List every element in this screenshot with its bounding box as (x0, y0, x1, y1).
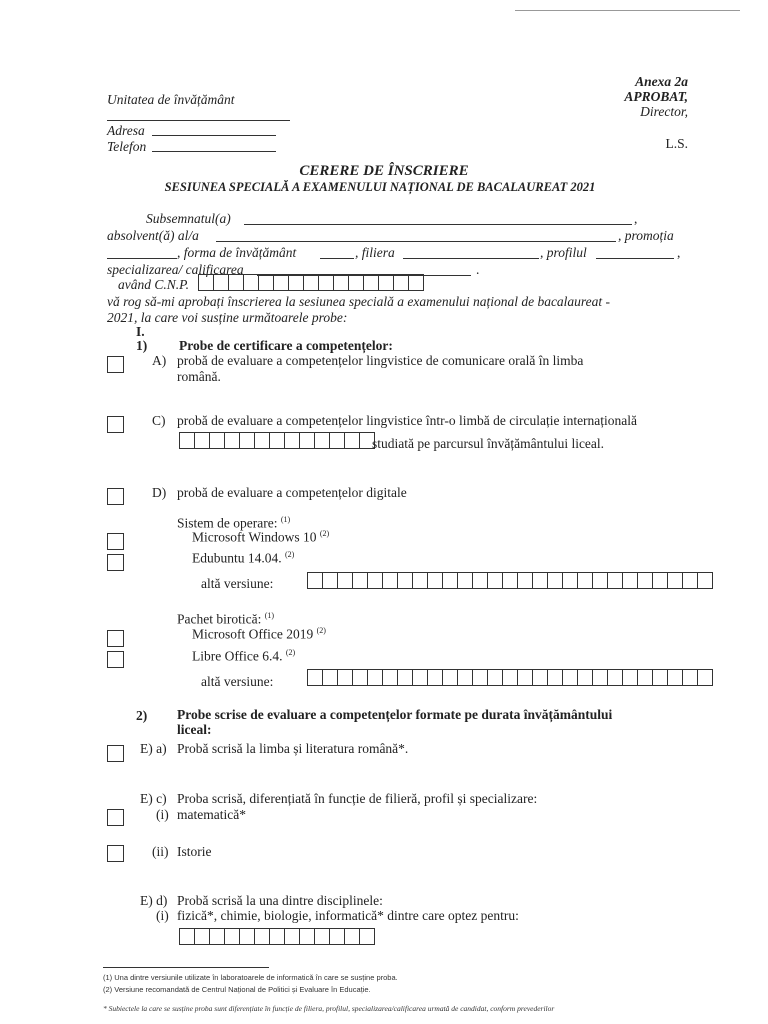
checkbox-edubuntu[interactable] (107, 554, 124, 571)
os-edubuntu: Edubuntu 14.04. $^{(2)}$ (192, 550, 295, 566)
unitatea-label: Unitatea de învățământ (107, 92, 235, 107)
filiera-label: , filiera (355, 245, 395, 260)
filiera-field[interactable] (403, 258, 539, 259)
profilul-field[interactable] (596, 258, 674, 259)
section2-heading-2: liceal: (177, 722, 212, 737)
office-other-label: altă versiune: (201, 674, 274, 689)
option-ec-ii-label: (ii) (152, 844, 169, 859)
checkbox-istorie[interactable] (107, 845, 124, 862)
checkbox-windows[interactable] (107, 533, 124, 550)
option-ea-label: E) a) (140, 741, 167, 756)
checkbox-libre-office[interactable] (107, 651, 124, 668)
adresa-line (152, 135, 276, 136)
office-other-field[interactable] (307, 669, 713, 686)
option-a-text-1: probă de evaluare a competențelor lingvistice de comunicare orală în limba (177, 353, 584, 368)
promotia-label: , promoția (618, 228, 674, 243)
footnote-1: (1) Una dintre versiunile utilizate în laboratoarele de informatică în care se susține proba. (103, 973, 398, 982)
adresa-label: Adresa (107, 123, 145, 138)
office-label: Pachet birotică: $^{(1)}$ (177, 611, 275, 627)
unitatea-line (107, 120, 290, 121)
request-text-1: vă rog să-mi aprobați înscrierea la sesiunea specială a examenului național de bacalaureat - (107, 294, 611, 309)
option-ec-label: E) c) (140, 791, 167, 806)
option-ec-i-text: matematică* (177, 807, 246, 822)
office-libre: Libre Office 6.4. $^{(2)}$ (192, 648, 296, 664)
option-ea-text: Probă scrisă la limba și literatura română*. (177, 741, 409, 756)
option-d-text: probă de evaluare a competențelor digitale (177, 485, 407, 500)
profilul-label: , profilul (540, 245, 587, 260)
section2-number: 2) (136, 708, 148, 723)
comma: , (634, 211, 638, 226)
footnote-3: * Subiectele la care se susține proba sunt diferențiate în funcție de filiera, profilul, specializarea/calificarea urmată de candidat, conform prevederilor (103, 1004, 555, 1013)
comma: , (677, 245, 681, 260)
footnote-rule (103, 967, 269, 968)
absolvent-field[interactable] (216, 241, 616, 242)
forma-field[interactable] (320, 258, 354, 259)
office-ms: Microsoft Office 2019 $^{(2)}$ (192, 626, 326, 642)
subsemnatul-field[interactable] (244, 224, 632, 225)
option-c-label: C) (152, 413, 166, 428)
option-ec-i-label: (i) (156, 807, 169, 822)
footnote-2: (2) Versiune recomandată de Centrul Național de Politici și Evaluare în Educație. (103, 985, 371, 994)
section2-heading-1: Probe scrise de evaluare a competențelor formate pe durata învățământului (177, 707, 613, 722)
os-other-label: altă versiune: (201, 576, 274, 591)
top-rule (515, 10, 740, 11)
checkbox-matematica[interactable] (107, 809, 124, 826)
option-d-label: D) (152, 485, 167, 500)
discipline-field[interactable] (179, 928, 375, 945)
checkbox-a[interactable] (107, 356, 124, 373)
os-windows: Microsoft Windows 10 $^{(2)}$ (192, 529, 330, 545)
absolvent-label: absolvent(ă) al/a (107, 228, 199, 243)
option-a-label: A) (152, 353, 167, 368)
telefon-label: Telefon (107, 139, 147, 154)
option-c-text-1: probă de evaluare a competențelor lingvistice într-o limbă de circulație internațională (177, 413, 638, 428)
checkbox-c[interactable] (107, 416, 124, 433)
section-roman: I. (136, 324, 145, 339)
ls-label: L.S. (665, 136, 688, 151)
option-ed-i-text: fizică*, chimie, biologie, informatică* dintre care optez pentru: (177, 908, 519, 923)
cnp-field[interactable] (198, 274, 424, 291)
os-label: Sistem de operare: $^{(1)}$ (177, 515, 291, 531)
section1-heading: Probe de certificare a competențelor: (179, 338, 393, 353)
option-ec-text: Proba scrisă, diferențiată în funcție de filieră, profil și specializare: (177, 791, 538, 806)
telefon-line (152, 151, 276, 152)
checkbox-ea[interactable] (107, 745, 124, 762)
promotia-field[interactable] (107, 258, 177, 259)
option-c-text-2: studiată pe parcursul învățământului liceal. (372, 436, 605, 451)
page-subtitle: SESIUNEA SPECIALĂ A EXAMENULUI NAȚIONAL DE BACALAUREAT 2021 (164, 180, 596, 194)
section1-number: 1) (136, 338, 148, 353)
specializarea-label: specializarea/ calificarea (107, 262, 244, 277)
anexa-label: Anexa 2a (635, 74, 688, 89)
director-label: Director, (640, 104, 688, 119)
option-ed-text: Probă scrisă la una dintre disciplinele: (177, 893, 383, 908)
cnp-label: având C.N.P. (118, 277, 190, 292)
forma-label: , forma de învățământ (177, 245, 297, 260)
checkbox-ms-office[interactable] (107, 630, 124, 647)
request-text-2: 2021, la care voi susține următoarele probe: (107, 310, 348, 325)
os-other-field[interactable] (307, 572, 713, 589)
option-a-text-2: română. (177, 369, 221, 384)
aprobat-label: APROBAT, (624, 89, 688, 104)
option-ed-i-label: (i) (156, 908, 169, 923)
subsemnatul-label: Subsemnatul(a) (146, 211, 231, 226)
checkbox-d[interactable] (107, 488, 124, 505)
option-ec-ii-text: Istorie (177, 844, 212, 859)
page-title: CERERE DE ÎNSCRIERE (299, 163, 469, 179)
language-field[interactable] (179, 432, 375, 449)
option-ed-label: E) d) (140, 893, 168, 908)
period: . (476, 262, 480, 277)
